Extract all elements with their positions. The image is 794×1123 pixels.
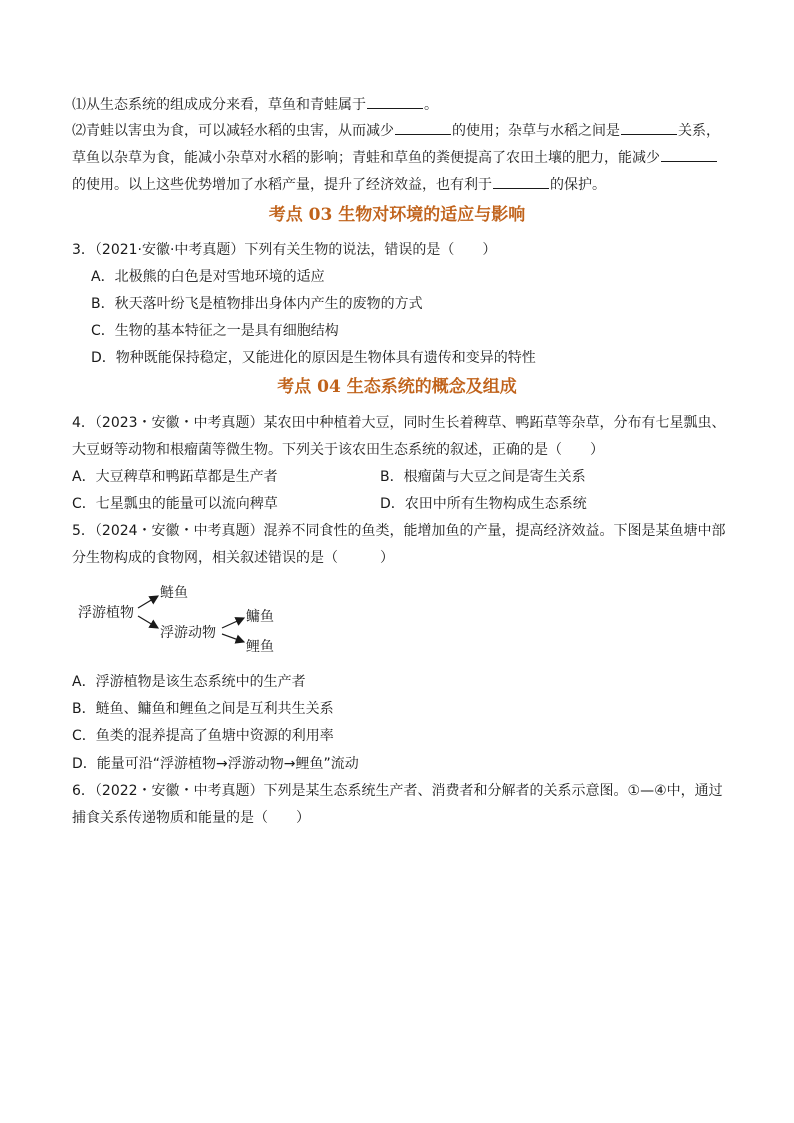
question-5-option-a[interactable]: A．浮游植物是该生态系统中的生产者: [72, 674, 306, 690]
arrow-animal-to-carp: [222, 634, 244, 642]
arrow-plant-to-plankton-animal: [138, 616, 158, 628]
text: 的使用；杂草与水稻之间是: [452, 123, 620, 139]
question-3-stem: 3．（2021·安徽·中考真题）下列有关生物的说法，错误的是（ ）: [72, 242, 497, 258]
question-4-option-a[interactable]: A．大豆稗草和鸭跖草都是生产者: [72, 469, 278, 485]
question-6-stem-line1: 6．（2022・安徽・中考真题）下列是某生态系统生产者、消费者和分解者的关系示意图。①—④中，通过: [72, 783, 723, 799]
question-4-stem-line2: 大豆蚜等动物和根瘤菌等微生物。下列关于该农田生态系统的叙述，正确的是（ ）: [72, 442, 604, 458]
answer-blank[interactable]: [367, 94, 423, 109]
node-silver-carp: 鲢鱼: [160, 585, 188, 601]
text: 。: [424, 97, 438, 113]
question-4-option-b[interactable]: B．根瘤菌与大豆之间是寄生关系: [380, 469, 586, 485]
q-fill-1: [72, 94, 732, 115]
section-heading-03: 考点 03 生物对环境的适应与影响: [268, 205, 526, 225]
question-5-option-c[interactable]: C．鱼类的混养提高了鱼塘中资源的利用率: [72, 728, 334, 744]
answer-blank[interactable]: [621, 120, 677, 135]
text: 关系，: [678, 123, 720, 139]
question-5-stem-line1: 5．（2024・安徽・中考真题）混养不同食性的鱼类，能增加鱼的产量，提高经济效益。下图是某鱼塘中部: [72, 523, 726, 539]
question-4-option-d[interactable]: D．农田中所有生物构成生态系统: [380, 496, 587, 512]
node-plankton-plant: 浮游植物: [78, 605, 134, 621]
q-fill-2-line2: [72, 147, 732, 168]
answer-blank[interactable]: [493, 174, 549, 189]
question-3-option-c[interactable]: C．生物的基本特征之一是具有细胞结构: [91, 323, 339, 339]
question-3-option-b[interactable]: B．秋天落叶纷飞是植物排出身体内产生的废物的方式: [91, 296, 423, 312]
answer-blank[interactable]: [395, 120, 451, 135]
question-4-option-c[interactable]: C．七星瓢虫的能量可以流向稗草: [72, 496, 278, 512]
question-5-stem-line2: 分生物构成的食物网，相关叙述错误的是（ ）: [72, 550, 394, 566]
text: 的保护。: [550, 177, 606, 193]
node-plankton-animal: 浮游动物: [160, 625, 216, 641]
food-web-diagram: [72, 580, 312, 660]
question-3-option-a[interactable]: A．北极熊的白色是对雪地环境的适应: [91, 269, 325, 285]
question-3-option-d[interactable]: D．物种既能保持稳定，又能进化的原因是生物体具有遗传和变异的特性: [91, 350, 536, 366]
text: 的使用。以上这些优势增加了水稻产量，提升了经济效益，也有利于: [72, 177, 492, 193]
q-fill-2-line1: [72, 120, 732, 141]
arrow-animal-to-bighead-carp: [222, 618, 244, 628]
question-6-stem-line2: 捕食关系传递物质和能量的是（ ）: [72, 810, 310, 826]
question-5-option-d[interactable]: D．能量可沿“浮游植物→浮游动物→鲤鱼”流动: [72, 756, 359, 772]
text: ⑴从生态系统的组成成分来看，草鱼和青蛙属于: [72, 97, 366, 113]
question-4-stem-line1: 4．（2023・安徽・中考真题）某农田中种植着大豆，同时生长着稗草、鸭跖草等杂草，分布有七星瓢虫、: [72, 415, 726, 431]
node-bighead-carp: 鳙鱼: [246, 609, 274, 625]
node-carp: 鲤鱼: [246, 639, 274, 655]
text: ⑵青蛙以害虫为食，可以减轻水稻的虫害，从而减少: [72, 123, 394, 139]
answer-blank[interactable]: [661, 147, 717, 162]
question-5-option-b[interactable]: B．鲢鱼、鳙鱼和鲤鱼之间是互利共生关系: [72, 701, 334, 717]
arrow-plant-to-silver-carp: [138, 596, 158, 608]
q-fill-2-line3: [72, 174, 732, 195]
section-heading-04: 考点 04 生态系统的概念及组成: [277, 377, 517, 397]
text: 草鱼以杂草为食，能减小杂草对水稻的影响；青蛙和草鱼的粪便提高了农田土壤的肥力，能减少: [72, 150, 660, 166]
